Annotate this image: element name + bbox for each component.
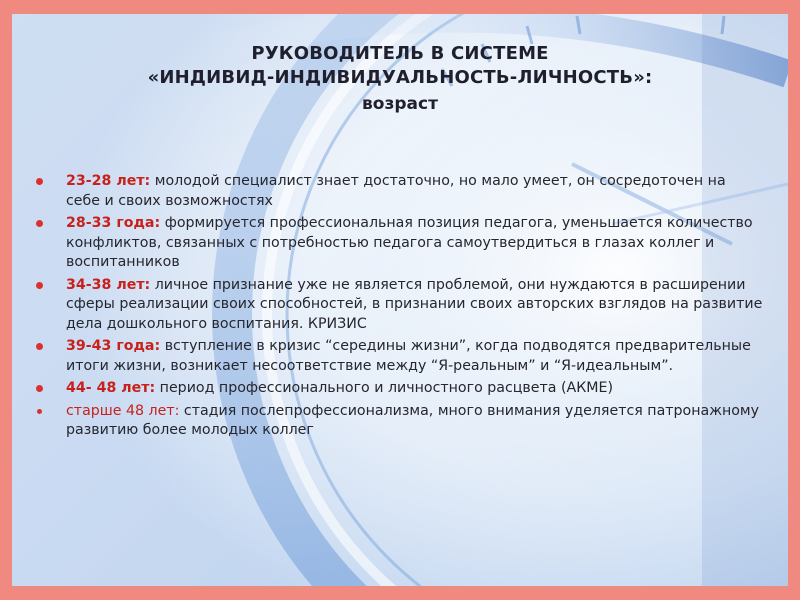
stage-description: стадия послепрофессионализма, много внимания уделяется патронажному развитию более молодых коллег (66, 402, 760, 438)
age-label: 44- 48 лет: (66, 380, 156, 396)
title-line-3: возраст (362, 94, 438, 114)
bullet-dot-icon (37, 409, 42, 414)
age-label: 23-28 лет: (66, 173, 151, 189)
slide (12, 14, 788, 586)
age-label: 34-38 лет: (66, 276, 151, 293)
stage-description: молодой специалист знает достаточно, но мало умеет, он сосредоточен на себе и своих возможностях (66, 173, 726, 209)
list-item (34, 379, 764, 399)
age-stages-list (34, 172, 764, 444)
age-label: 28-33 года: (66, 215, 161, 231)
bullet-dot-icon (36, 220, 43, 227)
list-item (34, 402, 764, 441)
list-item (34, 214, 764, 273)
title-line-2: «ИНДИВИД-ИНДИВИДУАЛЬНОСТЬ-ЛИЧНОСТЬ»: (147, 67, 653, 88)
bullet-dot-icon (36, 282, 43, 289)
slide-title (72, 42, 728, 116)
bullet-dot-icon (36, 343, 43, 350)
list-item (34, 172, 764, 211)
stage-description: личное признание уже не является проблемой, они нуждаются в расширении сферы реализации своих способностей, в признании своих авторских взглядов на развитие дела дошкольного воспитания. КРИЗИС (66, 276, 763, 332)
age-label: старше 48 лет: (66, 402, 180, 419)
stage-description: формируется профессиональная позиция педагога, уменьшается количество конфликтов, связанных с потребностью педагога самоутвердиться в глазах коллег и воспитанников (66, 215, 753, 270)
age-label: 39-43 года: (66, 338, 161, 354)
bullet-dot-icon (36, 385, 43, 392)
list-item (34, 276, 764, 335)
stage-description: период профессионального и личностного расцвета (АКМЕ) (155, 380, 614, 396)
list-item (34, 337, 764, 376)
stage-description: вступление в кризис “середины жизни”, когда подводятся предварительные итоги жизни, возникает несоответствие между “Я-реальным” и “Я-идеальным”. (66, 338, 751, 374)
title-line-1: РУКОВОДИТЕЛЬ В СИСТЕМЕ (251, 43, 549, 64)
bullet-dot-icon (36, 178, 43, 185)
